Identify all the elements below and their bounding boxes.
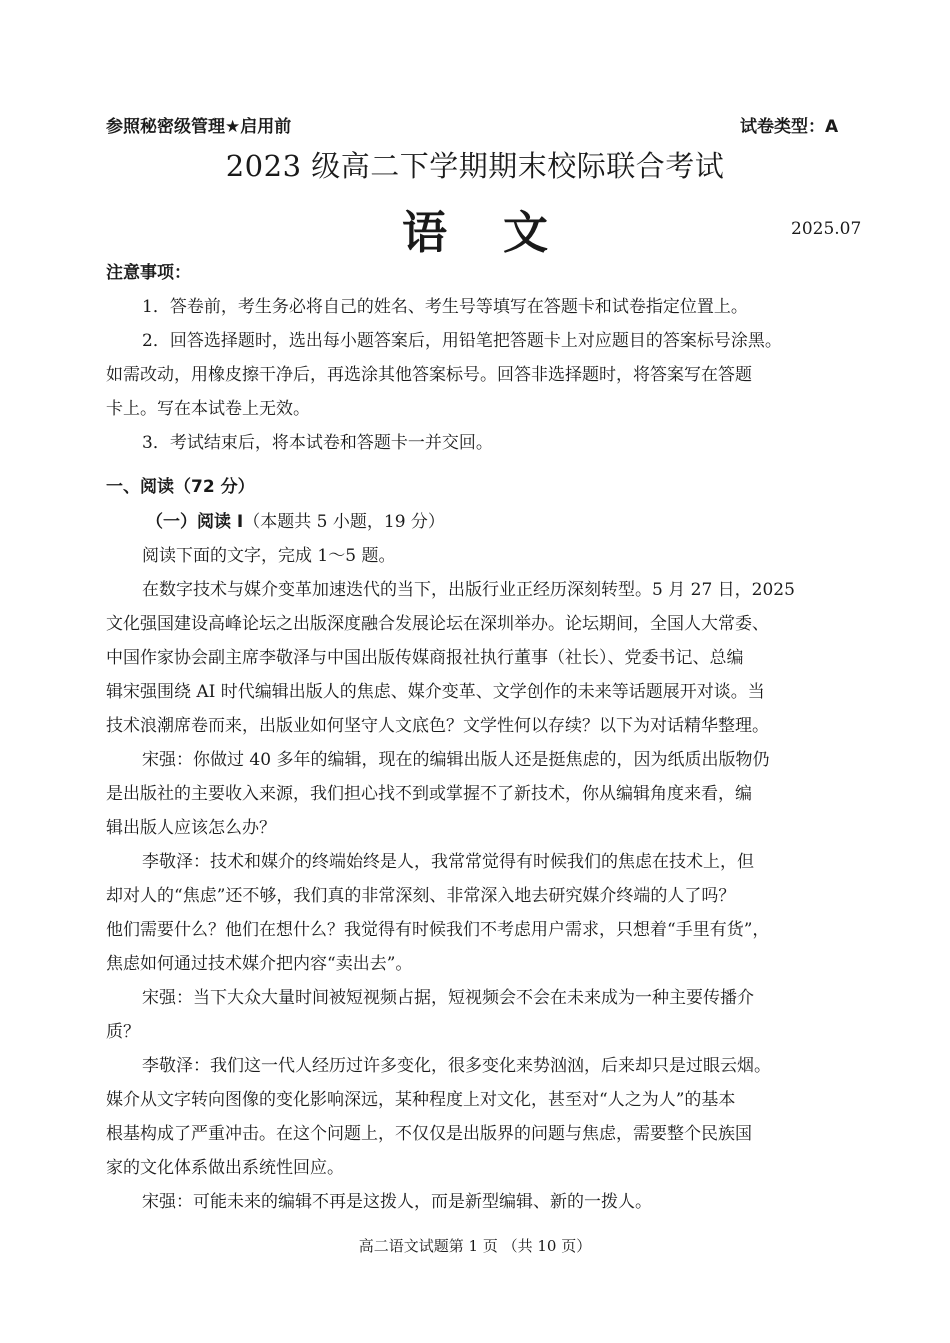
passage-paragraph: 李敬泽：我们这一代人经历过许多变化，很多变化来势汹汹，后来却只是过眼云烟。 媒介从文字转向图像的变化影响深远，某种程度上对文化，甚至对“人之为人”的基本 根基构成了严重冲击。在这个问题上，不仅仅是出版界的问题与焦虑，需要整个民族国 家的文化体系做出系统性回应。: [106, 1056, 771, 1178]
notice-heading: 注意事项：: [106, 263, 191, 283]
passage-paragraph: 宋强：当下大众大量时间被短视频占据，短视频会不会在未来成为一种主要传播介 质？: [106, 988, 754, 1042]
reading-instruction: 阅读下面的文字，完成 1～5 题。: [142, 546, 396, 566]
subsection-heading: [146, 507, 445, 532]
exam-date: 2025.07: [791, 219, 862, 239]
notice-item-2: 2．回答选择题时，选出每小题答案后，用铅笔把答题卡上对应题目的答案标号涂黑。 如需改动，用橡皮擦干净后，再选涂其他答案标号。回答非选择题时，将答案写在答题 卡上。写在本试卷上无效。: [106, 331, 782, 419]
subsection-label: （一）阅读 I: [146, 512, 244, 532]
subject-title: 语文: [401, 206, 604, 259]
passage-paragraph: 李敬泽：技术和媒介的终端始终是人，我常常觉得有时候我们的焦虑在技术上，但 却对人的“焦虑”还不够，我们真的非常深刻、非常深入地去研究媒介终端的人了吗？ 他们需要什么？他们在想什么？我觉得有时候我们不考虑用户需求，只想着“手里有货”， 焦虑如何通过技术媒介把内容“卖出去”。: [106, 852, 770, 974]
notice-item-3: 3．考试结束后，将本试卷和答题卡一并交回。: [142, 433, 493, 453]
exam-title: 2023 级高二下学期期末校际联合考试: [225, 149, 725, 183]
subsection-note: （本题共 5 小题，19 分）: [243, 512, 445, 532]
page-footer: 高二语文试题第 1 页 （共 10 页）: [358, 1237, 592, 1255]
paper-type-label: 试卷类型：A: [740, 117, 839, 137]
confidential-label: 参照秘密级管理★启用前: [106, 117, 292, 137]
section-heading: 一、阅读（72 分）: [106, 477, 255, 497]
passage-paragraph: 宋强：你做过 40 多年的编辑，现在的编辑出版人还是挺焦虑的，因为纸质出版物仍 是出版社的主要收入来源，我们担心找不到或掌握不了新技术，你从编辑角度来看，编 辑出版人应该怎么办？: [106, 750, 770, 838]
passage-paragraph: 在数字技术与媒介变革加速迭代的当下，出版行业正经历深刻转型。5 月 27 日，2025 文化强国建设高峰论坛之出版深度融合发展论坛在深圳举办。论坛期间，全国人大常委、 中国作家协会副主席李敬泽与中国出版传媒商报社执行董事（社长）、党委书记、总编 辑宋强围绕 AI 时代编辑出版人的焦虑、媒介变革、文学创作的未来等话题展开对谈。当 技术浪潮席卷而来，出版业如何坚守人文底色？文学性何以存续？以下为对话精华整理。: [106, 580, 795, 736]
passage-paragraph: 宋强：可能未来的编辑不再是这拨人，而是新型编辑、新的一拨人。: [142, 1192, 652, 1212]
notice-item-1: 1．答卷前，考生务必将自己的姓名、考生号等填写在答题卡和试卷指定位置上。: [142, 297, 748, 317]
